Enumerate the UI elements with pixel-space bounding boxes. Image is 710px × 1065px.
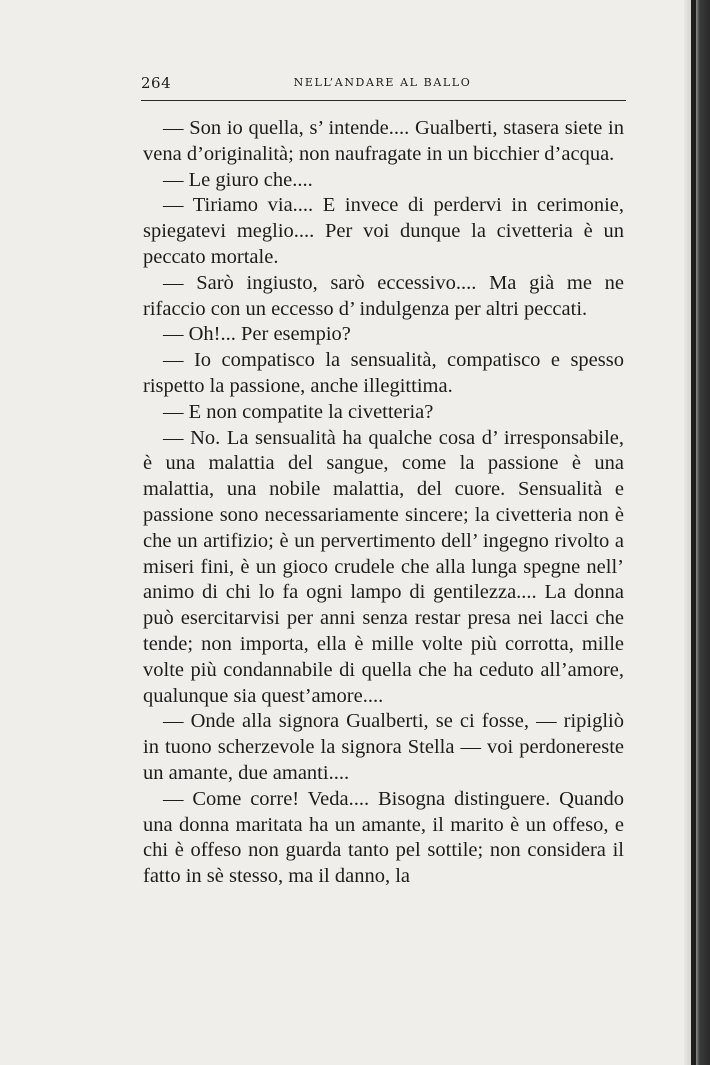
paragraph: — E non compatite la civetteria? bbox=[163, 400, 434, 423]
header-rule bbox=[141, 100, 626, 101]
paragraph: — No. La sensualità ha qualche cosa d’ irresponsabile, è una malattia del sangue, come la passione è una malattia, una nobile malattia, del cuore. Sensualità e passione sono necessariamente sincere; la civetteria non è che un artifizio; è un pervertimento dell’ ingegno rivolto a miseri fini, è un gioco crudele che alla lunga spegne nell’ animo di chi lo fa ogni lampo di gentilezza.... La donna può esercitarvisi per anni senza restar presa nei lacci che tende; non importa, ella è mille volte più corrotta, mille volte più condannabile di quella che ha ceduto all’amore, qualunque sia quest’amore.... bbox=[143, 426, 624, 707]
paragraph: — Come corre! Veda.... Bisogna distinguere. Quando una donna maritata ha un amante, il marito è un offeso, e chi è offeso non guarda tanto pel sottile; non considera il fatto in sè stesso, ma il danno, la bbox=[143, 787, 624, 888]
paragraph: — Sarò ingiusto, sarò eccessivo.... Ma già me ne rifaccio con un eccesso d’ indulgenza per altri peccati. bbox=[143, 271, 624, 320]
paragraph: — Oh!... Per esempio? bbox=[163, 323, 351, 346]
running-title: NELL’ANDARE AL BALLO bbox=[293, 76, 472, 89]
body-text bbox=[143, 116, 624, 890]
page-number: 264 bbox=[141, 74, 172, 92]
paragraph: — Tiriamo via.... E invece di perdervi in cerimonie, spiegatevi meglio.... Per voi dunque la civetteria è un peccato mortale. bbox=[143, 194, 624, 268]
binding-edge bbox=[691, 0, 696, 1065]
page-header bbox=[141, 74, 624, 96]
paragraph: — Io compatisco la sensualità, compatisco e spesso rispetto la passione, anche illegittima. bbox=[143, 349, 624, 397]
page-edge-shadow bbox=[684, 0, 710, 1065]
paragraph: — Onde alla signora Gualberti, se ci fosse, — ripigliò in tuono scherzevole la signora Stella — voi perdonereste un amante, due amanti.... bbox=[143, 710, 624, 784]
paragraph: — Son io quella, s’ intende.... Gualberti, stasera siete in vena d’originalità; non naufragate in un bicchier d’acqua. bbox=[143, 117, 624, 165]
paragraph: — Le giuro che.... bbox=[163, 168, 313, 191]
